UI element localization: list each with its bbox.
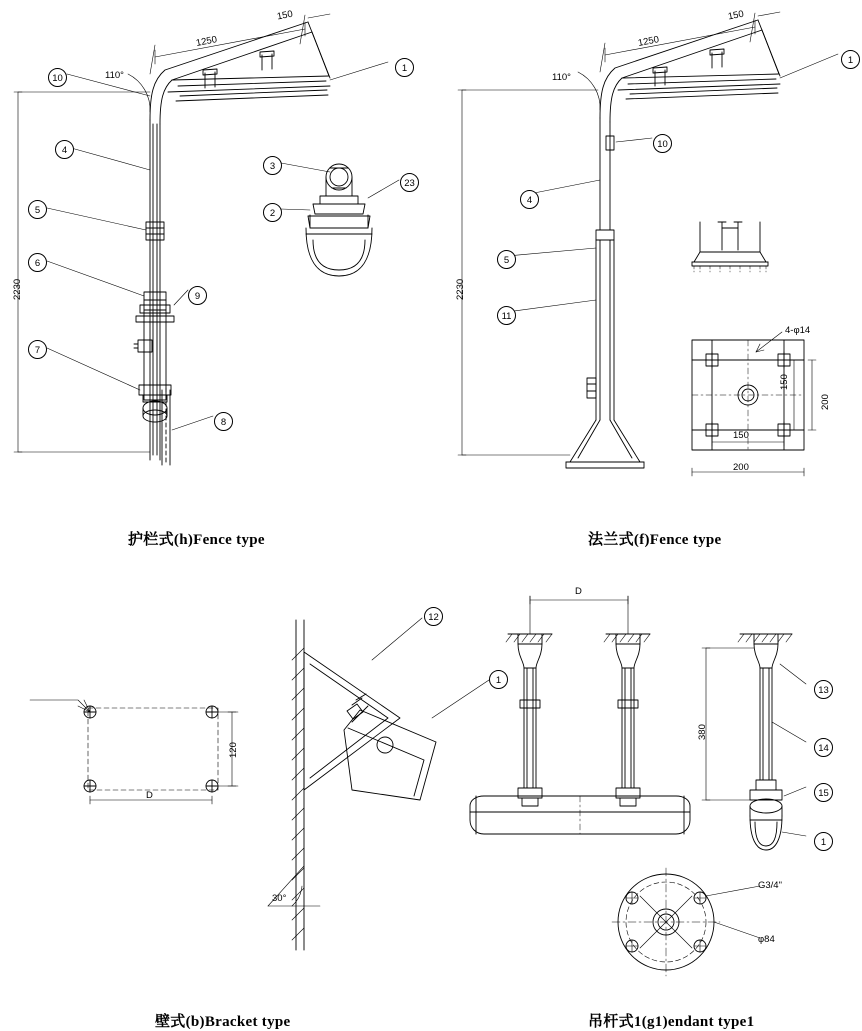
- dimension-text-4-phi-14: 4-φ14: [785, 325, 811, 336]
- callout-balloon: 5: [497, 250, 516, 269]
- callout-balloon: 4: [55, 140, 74, 159]
- callout-balloon: 23: [400, 173, 419, 192]
- callout-balloon: 3: [263, 156, 282, 175]
- pendant-dimensions: [530, 596, 628, 634]
- caption-pendant-type: 吊杆式1(g1)endant type1: [588, 1014, 755, 1030]
- dimension-text-1250-right: 1250: [637, 34, 660, 49]
- callout-balloon: 6: [28, 253, 47, 272]
- callout-balloon: 13: [814, 680, 833, 699]
- callout-balloon: 12: [424, 607, 443, 626]
- dimension-text-D-pendant: D: [575, 586, 582, 597]
- callout-balloon: 15: [814, 783, 833, 802]
- dimension-text-2230-right: 2230: [455, 278, 466, 300]
- dimension-text-angle-110-right: 110°: [552, 72, 571, 83]
- dimension-text-150-plate-h: 150: [733, 430, 749, 441]
- dimension-text-120-bracket: 120: [228, 742, 239, 758]
- dimension-text-150-plate-v: 150: [779, 374, 790, 390]
- flange-pole: [566, 118, 644, 468]
- fence-leaders: [47, 62, 388, 430]
- dimension-text-200-plate-h: 200: [733, 462, 749, 473]
- bracket-hole-plan: [30, 700, 218, 792]
- callout-balloon: 4: [520, 190, 539, 209]
- pendant-flange-plan: [612, 868, 760, 976]
- callout-balloon: 11: [497, 306, 516, 325]
- pendant-double-assembly: [470, 634, 690, 834]
- dimension-text-angle-30: 30°: [272, 893, 287, 904]
- callout-balloon: 1: [814, 832, 833, 851]
- callout-balloon: 2: [263, 203, 282, 222]
- caption-flange-type: 法兰式(f)Fence type: [588, 532, 722, 548]
- dimension-text-150-right: 150: [727, 8, 745, 23]
- dimension-text-150-left: 150: [276, 8, 294, 23]
- callout-balloon: 8: [214, 412, 233, 431]
- callout-balloon: 14: [814, 738, 833, 757]
- dimension-text-thread-g34: G3/4": [758, 880, 782, 891]
- dimension-text-2230-left: 2230: [12, 278, 23, 300]
- callout-balloon: 1: [489, 670, 508, 689]
- dimension-text-200-plate-v: 200: [820, 394, 831, 410]
- callout-balloon: 1: [841, 50, 860, 69]
- caption-bracket-type: 壁式(b)Bracket type: [155, 1014, 291, 1030]
- bracket-wall-section: [268, 620, 436, 950]
- fence-lamp-arm: [150, 22, 330, 124]
- flange-lamp-arm: [600, 20, 780, 122]
- dimension-text-D-bracket: D: [146, 790, 153, 801]
- caption-fence-type: 护栏式(h)Fence type: [128, 532, 265, 548]
- base-elevation-detail: [692, 222, 768, 266]
- callout-balloon: 10: [653, 134, 672, 153]
- dimension-text-phi-84: φ84: [758, 934, 775, 945]
- lamp-head-detail: [306, 164, 372, 276]
- pendant-single-assembly: [738, 634, 792, 850]
- dimension-text-380: 380: [697, 724, 708, 740]
- callout-balloon: 10: [48, 68, 67, 87]
- dimension-text-angle-110-left: 110°: [105, 70, 124, 81]
- dimension-text-1250-left: 1250: [195, 34, 218, 49]
- flange-dimensions: [458, 12, 780, 455]
- fence-pole: [134, 120, 174, 465]
- callout-balloon: 7: [28, 340, 47, 359]
- callout-balloon: 1: [395, 58, 414, 77]
- callout-balloon: 5: [28, 200, 47, 219]
- callout-balloon: 9: [188, 286, 207, 305]
